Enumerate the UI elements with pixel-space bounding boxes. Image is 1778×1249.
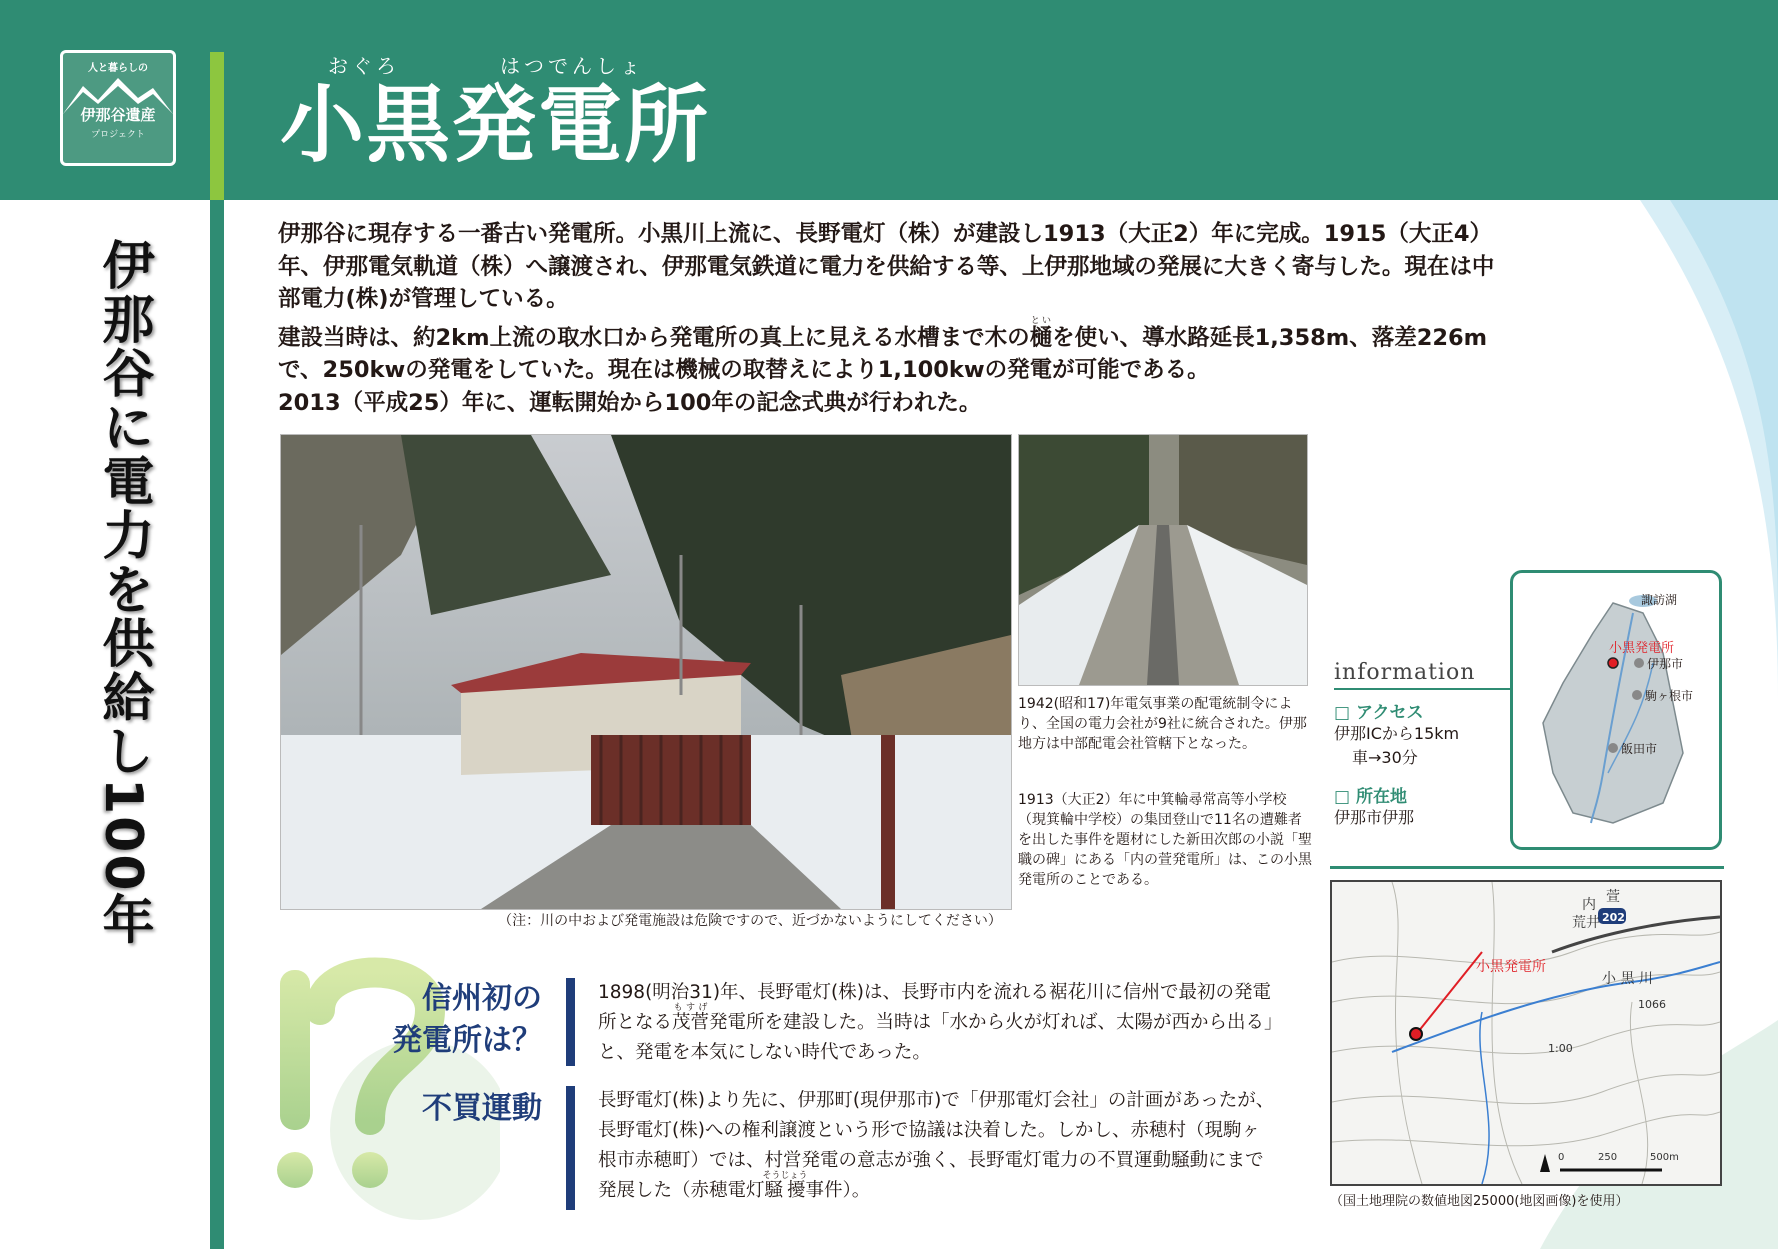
topo-elevation-1: 1066: [1638, 998, 1666, 1011]
map-label-lake: 諏訪湖: [1641, 593, 1678, 607]
information-rule: [1334, 688, 1514, 690]
left-green-stripe: [210, 200, 224, 1249]
answer-2-text: 長野電灯(株)より先に、伊那町(現伊那市)で「伊那電灯会社」の計画があったが、長野電灯(株)への権利譲渡という形で協議は決着した。しかし、赤穂村（現駒ヶ根市赤穂町）では、村営発電の意志が強く、長野電灯電力の不買運動騒動にまで発展した（赤穂電灯騒擾そうじょう事件）。: [598, 1090, 1275, 1201]
photo-caption-1: 1942(昭和17)年電気事業の配電統制令により、全国の電力会社が9社に統合された。伊那地方は中部配電会社管轄下となった。: [1018, 696, 1307, 752]
header-banner: [0, 0, 1778, 200]
answer-1-text: 1898(明治31)年、長野電灯(株)は、長野市内を流れる裾花川に信州で最初の発電所となる茂菅もすげ発電所を建設した。当時は「水から火が灯れば、太陽が西から出る」と、発電を本気にしない時代であった。: [598, 982, 1274, 1063]
scale-250: 250: [1598, 1152, 1618, 1163]
map-divider: [1330, 866, 1724, 869]
badge-main-text: 伊那谷遺産: [80, 106, 156, 124]
power-station-photo: [280, 434, 1012, 910]
badge-sub-text: プロジェクト: [91, 130, 145, 140]
safety-note: （注：川の中および発電施設は危険ですので、近づかないようにしてください）: [498, 913, 1002, 929]
topo-label-arai: 荒井: [1572, 915, 1600, 931]
location-label: □ 所在地: [1334, 787, 1407, 807]
access-time: 車→30分: [1352, 748, 1418, 767]
topo-label-kaya: 萱: [1606, 889, 1620, 905]
map-label-komagane: 駒ヶ根市: [1645, 689, 1694, 703]
information-heading: information: [1334, 660, 1476, 685]
title-ruby-hatsudensho: はつでんしょ: [500, 54, 644, 78]
topo-label-uchi: 内: [1582, 897, 1596, 913]
topo-label-oguro-river: 小 黒 川: [1602, 971, 1653, 987]
location-value: 伊那市伊那: [1334, 808, 1415, 827]
intro-paragraph: [278, 218, 1498, 419]
photo-caption-2: 1913（大正2）年に中箕輪尋常高等小学校（現箕輪中学校）の集団登山で11名の遭難者を出した事件を題材にした新田次郎の小説「聖職の碑」にある「内の萱発電所」は、この小黒発電所のことである。: [1018, 792, 1312, 888]
topo-label-site: 小黒発電所: [1476, 959, 1546, 975]
vertical-title: 伊那谷に電力を供給し100年: [93, 238, 153, 947]
locator-map: [1510, 570, 1722, 850]
scale-500: 500m: [1650, 1152, 1679, 1163]
question-2-title: 不買運動: [422, 1091, 542, 1126]
topo-elevation-2: 1:00: [1548, 1042, 1573, 1055]
intro-line-3: 2013（平成25）年に、運転開始から100年の記念式典が行われた。: [278, 389, 982, 416]
intro-line-2: 建設当時は、約2km上流の取水口から発電所の真上に見える水槽まで木の樋といを使い、導水路延長1,358m、落差226mで、250kwの発電をしていた。現在は機械の取替えにより1,100kwの発電が可能である。: [278, 315, 1488, 383]
access-distance: 伊那ICから15km: [1334, 724, 1460, 743]
question-1-bar: [566, 978, 575, 1066]
map-label-site: 小黒発電所: [1609, 641, 1675, 656]
map-label-iida: 飯田市: [1621, 742, 1658, 756]
route-202-badge: 202: [1602, 911, 1625, 924]
map-label-ina: 伊那市: [1647, 657, 1684, 671]
question-2-bar: [566, 1086, 575, 1210]
topo-map-credit: （国土地理院の数値地図25000(地図画像)を使用）: [1330, 1194, 1629, 1209]
question-1-title: 信州初の 発電所は？: [392, 981, 542, 1058]
project-logo-badge: [60, 50, 176, 166]
badge-top-text: 人と暮らしの: [88, 63, 148, 74]
penstock-photo: [1018, 434, 1308, 686]
page-title: 小黒発電所: [280, 75, 711, 174]
intro-line-1: 伊那谷に現存する一番古い発電所。小黒川上流に、長野電灯（株）が建設し1913（大正2）年に完成。1915（大正4）年、伊那電気軌道（株）へ譲渡され、伊那電気鉄道に電力を供給する等、上伊那地域の発展に大きく寄与した。現在は中部電力(株)が管理している。: [278, 221, 1495, 312]
access-label: □ アクセス: [1334, 703, 1424, 723]
header-accent-bar: [210, 52, 224, 200]
title-ruby-oguro: おぐろ: [328, 54, 400, 78]
topographic-map: [1330, 880, 1722, 1186]
scale-0: 0: [1558, 1152, 1565, 1163]
